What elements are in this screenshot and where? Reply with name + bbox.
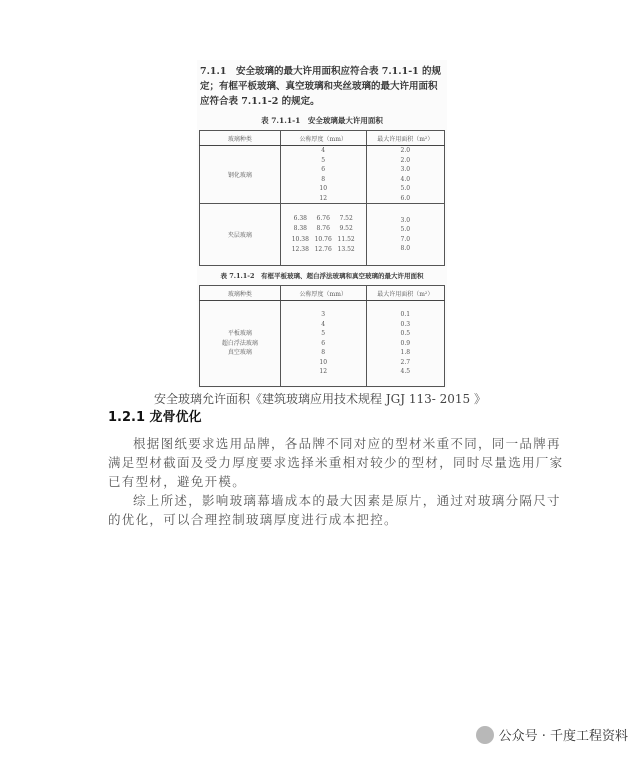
figure-caption: 安全玻璃允许面积《建筑玻璃应用技术规程 JGJ 113- 2015 》 <box>154 392 486 406</box>
scanned-standard-excerpt <box>197 60 447 388</box>
thickness-value: 8 <box>321 349 326 357</box>
area-value: 2.0 <box>400 156 411 164</box>
thickness-row <box>281 245 366 256</box>
th: 最大许用面积（m²） <box>366 286 444 301</box>
table1-title: 表 7.1.1-1 安全玻璃最大许用面积 <box>261 116 383 125</box>
paragraph: 根据图纸要求选用品牌，各品牌不同对应的型材米重不同，同一品牌再满足型材截面及受力厚度要求选择米重相对较少的型材，同时尽量选用厂家已有型材，避免开模。 <box>108 436 564 489</box>
thickness-value: 9.52 <box>339 225 353 232</box>
area-value: 3.0 <box>400 216 411 224</box>
glass-type-name: 超白浮法玻璃 <box>221 339 258 347</box>
th: 公称厚度（mm） <box>280 286 366 301</box>
thickness-value: 8.76 <box>316 225 330 232</box>
thickness-cell <box>280 146 366 204</box>
thickness-value: 12.76 <box>314 246 332 253</box>
thickness-value: 3 <box>321 311 326 319</box>
glass-type: 夹层玻璃 <box>200 204 281 266</box>
watermark <box>476 725 628 744</box>
paragraph: 综上所述，影响玻璃幕墙成本的最大因素是原片，通过对玻璃分隔尺寸的优化，可以合理控制玻璃厚度进行成本把控。 <box>108 493 561 527</box>
thickness-value: 10 <box>319 358 328 366</box>
thickness-value: 6.76 <box>316 214 330 222</box>
area-value: 5.0 <box>400 185 411 192</box>
thickness-value: 11.52 <box>337 235 355 243</box>
table2 <box>199 285 445 387</box>
th: 玻璃种类 <box>200 286 281 301</box>
glass-type: 钢化玻璃 <box>200 146 281 204</box>
thickness-value: 8 <box>321 175 326 183</box>
thickness-value: 6 <box>321 166 326 173</box>
thickness-value: 7.52 <box>339 214 353 222</box>
area-value: 2.7 <box>400 358 411 366</box>
th: 公称厚度（mm） <box>280 131 366 146</box>
th: 最大许用面积（m²） <box>366 131 444 146</box>
glass-type <box>200 301 281 387</box>
clause-text: 7.1.1 安全玻璃的最大许用面积应符合表 7.1.1-1 的规定；有框平板玻璃、真空玻璃和夹丝玻璃的最大许用面积应符合表 7.1.1-2 的规定。 <box>200 66 442 107</box>
thickness-value: 6.38 <box>293 214 307 222</box>
thickness-value: 10.38 <box>291 235 309 243</box>
thickness-row <box>281 235 366 246</box>
table2-title: 表 7.1.1-2 有框平板玻璃、超白浮法玻璃和真空玻璃的最大许用面积 <box>220 272 424 280</box>
thickness-value: 5 <box>321 156 326 164</box>
area-value: 5.0 <box>400 226 411 233</box>
area-value: 0.9 <box>400 339 411 347</box>
area-value: 3.0 <box>400 166 411 173</box>
thickness-cell <box>280 301 366 387</box>
area-value: 4.5 <box>400 368 411 376</box>
watermark-text: 公众号 · 千度工程资料 <box>498 729 628 744</box>
thickness-value: 6 <box>321 339 326 347</box>
thickness-value: 10 <box>319 185 328 192</box>
area-value: 0.3 <box>400 320 411 328</box>
thickness-value: 12 <box>319 194 328 202</box>
area-value: 1.8 <box>400 349 411 357</box>
area-value: 0.1 <box>400 311 411 319</box>
area-cell <box>366 204 444 266</box>
area-value: 2.0 <box>400 147 411 154</box>
area-cell <box>366 146 444 204</box>
thickness-value: 12.38 <box>291 246 309 253</box>
thickness-row <box>281 214 366 225</box>
thickness-value: 4 <box>321 147 326 154</box>
section-heading: 1.2.1 龙骨优化 <box>108 410 202 425</box>
area-value: 6.0 <box>400 194 411 202</box>
th: 玻璃种类 <box>200 131 281 146</box>
glass-type-name: 真空玻璃 <box>227 349 252 357</box>
table1 <box>199 130 445 266</box>
area-value: 7.0 <box>400 235 411 243</box>
thickness-value: 10.76 <box>314 235 332 243</box>
thickness-value: 13.52 <box>337 246 355 253</box>
glass-type-name: 平板玻璃 <box>227 330 252 338</box>
area-value: 8.0 <box>400 245 411 252</box>
thickness-value: 12 <box>319 368 328 376</box>
thickness-value: 5 <box>321 330 326 338</box>
wechat-icon <box>476 726 494 744</box>
area-cell <box>366 301 444 387</box>
thickness-value: 8.38 <box>293 225 307 232</box>
area-value: 4.0 <box>400 175 411 183</box>
thickness-cell <box>280 204 366 266</box>
thickness-row <box>281 224 366 235</box>
area-value: 0.5 <box>400 330 411 338</box>
thickness-value: 4 <box>321 320 326 328</box>
